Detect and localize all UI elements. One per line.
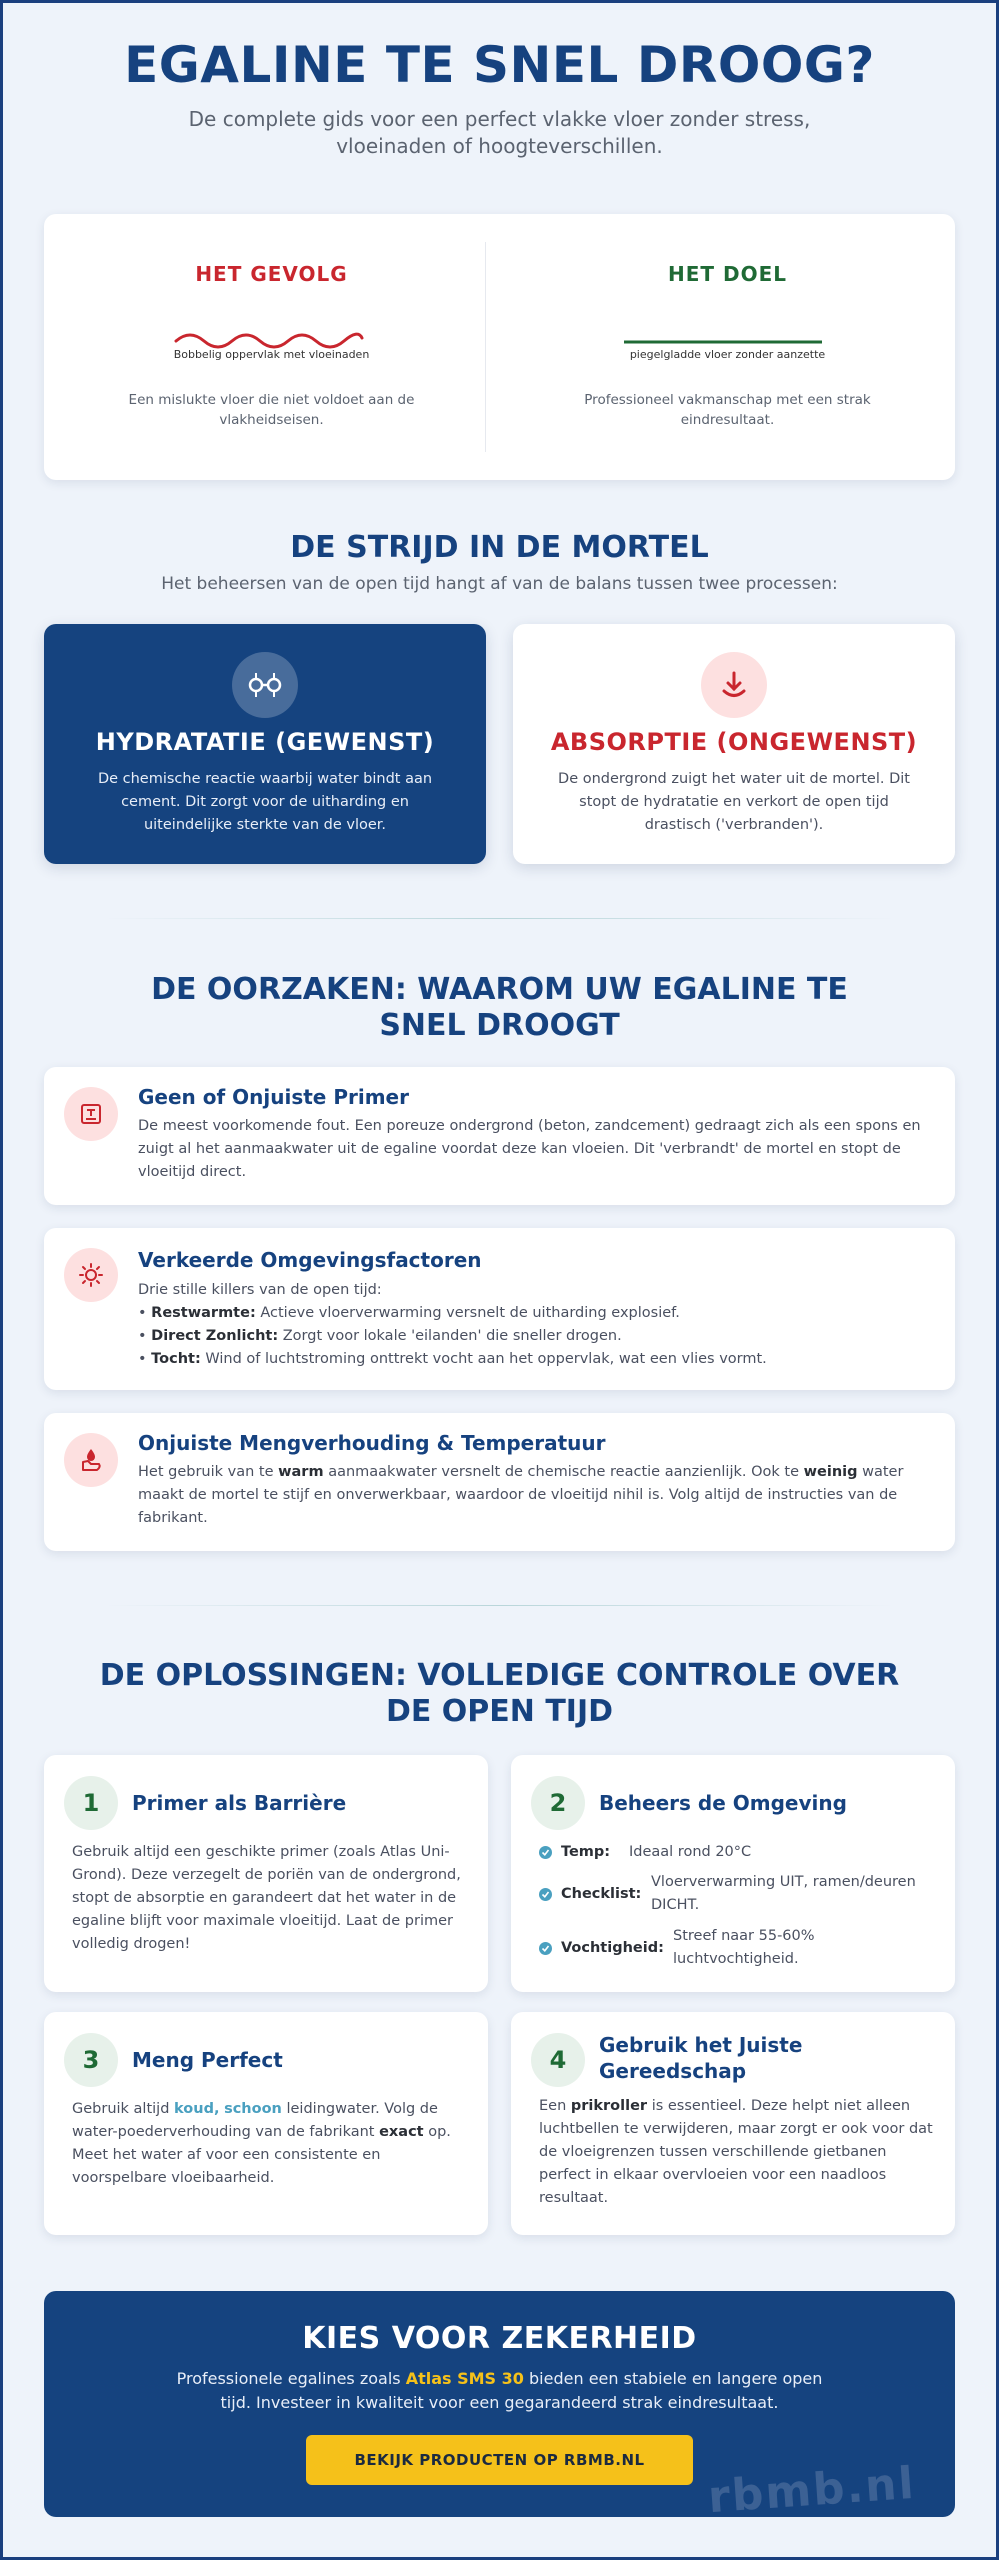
- checklist-item: Vochtigheid: Streef naar 55-60% luchtvochtigheid.: [539, 1925, 935, 1971]
- hand-water-icon: [64, 1433, 118, 1487]
- check-icon: [539, 1942, 552, 1955]
- check-icon: [539, 1888, 552, 1901]
- solution-card-2: [511, 1755, 955, 1992]
- strijd-subtitle: Het beheersen van de open tijd hangt af van de balans tussen twee processen:: [161, 574, 838, 594]
- compare-divider: [485, 242, 486, 452]
- cause-text: De meest voorkomende fout. Een poreuze ondergrond (beton, zandcement) gedraagt zich als een spons en zuigt al het aanmaakwater uit de egaline voordat deze kan vloeien. Dit 'verbrandt' de mortel en stopt de vloeitijd direct.: [138, 1118, 921, 1180]
- compare-result-description: Een mislukte vloer die niet voldoet aan de vlakheidseisen.: [128, 392, 415, 428]
- solution-title: Gebruik het Juiste Gereedschap: [599, 2033, 803, 2083]
- compare-result-column: [44, 214, 499, 480]
- solution-card-3: [44, 2012, 488, 2235]
- cause-title: Geen of Onjuiste Primer: [138, 1085, 409, 1109]
- step-number: 2: [531, 1776, 585, 1830]
- hydratatie-card: [44, 624, 486, 864]
- compare-result-visual-label: Bobbelig oppervlak met vloeinaden: [173, 348, 370, 361]
- cause-text: [138, 1279, 938, 1371]
- solution-card-4: [511, 2012, 955, 2235]
- oorzaken-title: DE OORZAKEN: WAAROM UW EGALINE TE SNEL DROOGT: [151, 972, 848, 1043]
- solution-title: Primer als Barrière: [132, 1791, 347, 1815]
- check-icon: [539, 1846, 552, 1859]
- watermark-logo: rbmb.nl: [706, 2457, 918, 2524]
- page-title: EGALINE TE SNEL DROOG?: [124, 36, 875, 94]
- cta-button[interactable]: BEKIJK PRODUCTEN OP RBMB.NL: [306, 2435, 693, 2485]
- solution-title: Beheers de Omgeving: [599, 1791, 847, 1815]
- strijd-title: DE STRIJD IN DE MORTEL: [290, 530, 709, 565]
- cause-bullet: • Direct Zonlicht: Zorgt voor lokale 'eilanden' die sneller drogen.: [138, 1328, 622, 1344]
- primer-icon: [64, 1087, 118, 1141]
- cause-title: Onjuiste Mengverhouding & Temperatuur: [138, 1431, 606, 1455]
- absorb-down-icon: [701, 652, 767, 718]
- cause-card-mix: [44, 1413, 955, 1551]
- solution-text: Gebruik altijd koud, schoon leidingwater. Volg de water-poederverhouding van de fabrikant exact op. Meet het water af voor een consistente en voorspelbare vloeibaarheid.: [72, 2101, 451, 2186]
- absorptie-card: [513, 624, 955, 864]
- solution-card-1: [44, 1755, 488, 1992]
- compare-goal-column: [500, 214, 955, 480]
- compare-goal-description: Professioneel vakmanschap met een strak eindresultaat.: [584, 392, 871, 428]
- compare-result-title: HET GEVOLG: [195, 262, 348, 286]
- section-divider: [104, 1605, 895, 1606]
- solution-text: Een prikroller is essentieel. Deze helpt niet alleen luchtbellen te verwijderen, maar zorgt er ook voor dat de vloeigrenzen tussen verschillende gietbanen perfect in elkaar overvloeien voor een naadloos resultaat.: [539, 2098, 933, 2206]
- absorptie-text: De ondergrond zuigt het water uit de mortel. Dit stopt de hydratatie en verkort de open tijd drastisch ('verbranden').: [558, 771, 910, 833]
- compare-goal-visual-label: piegelgladde vloer zonder aanzette: [629, 348, 826, 361]
- section-divider: [104, 918, 895, 919]
- hydratatie-title: HYDRATATIE (GEWENST): [95, 728, 435, 756]
- cta-title: KIES VOOR ZEKERHEID: [302, 2321, 697, 2356]
- oplossingen-title: DE OPLOSSINGEN: VOLLEDIGE CONTROLE OVER DE OPEN TIJD: [99, 1658, 900, 1729]
- cta-text: Professionele egalines zoals Atlas SMS 30 bieden een stabiele en langere open tijd. Investeer in kwaliteit voor een gegarandeerd strak eindresultaat.: [176, 2369, 823, 2412]
- cause-bullet: • Restwarmte: Actieve vloerverwarming versnelt de uitharding explosief.: [138, 1305, 680, 1321]
- cause-card-primer: [44, 1067, 955, 1205]
- compare-goal-title: HET DOEL: [667, 262, 787, 286]
- cause-intro: Drie stille killers van de open tijd:: [138, 1282, 382, 1298]
- solution-text: Gebruik altijd een geschikte primer (zoals Atlas Uni-Grond). Deze verzegelt de poriën van de ondergrond, stopt de absorptie en garandeert dat het water in de egaline blijft voor maximale vloeitijd. Laat de primer volledig drogen!: [72, 1844, 461, 1952]
- molecule-icon: [232, 652, 298, 718]
- cause-title: Verkeerde Omgevingsfactoren: [138, 1248, 482, 1272]
- step-number: 3: [64, 2033, 118, 2087]
- page-subtitle: De complete gids voor een perfect vlakke vloer zonder stress, vloeinaden of hoogteverschillen.: [188, 107, 811, 158]
- compare-card: [44, 214, 955, 480]
- cause-bullet: • Tocht: Wind of luchtstroming onttrekt vocht aan het oppervlak, wat een vlies vormt.: [138, 1351, 767, 1367]
- solution-title: Meng Perfect: [132, 2048, 283, 2072]
- sun-icon: [64, 1248, 118, 1302]
- cause-card-environment: [44, 1228, 955, 1390]
- hydratatie-text: De chemische reactie waarbij water bindt aan cement. Dit zorgt voor de uitharding en uiteindelijke sterkte van de vloer.: [97, 771, 433, 833]
- step-number: 1: [64, 1776, 118, 1830]
- step-number: 4: [531, 2033, 585, 2087]
- absorptie-title: ABSORPTIE (ONGEWENST): [550, 728, 918, 756]
- checklist-item: Temp: Ideaal rond 20°C: [539, 1841, 935, 1865]
- checklist-item: Checklist: Vloerverwarming UIT, ramen/deuren DICHT.: [539, 1871, 935, 1917]
- cause-text: Het gebruik van te warm aanmaakwater versnelt de chemische reactie aanzienlijk. Ook te weinig water maakt de mortel te stijf en onverwerkbaar, waardoor de vloeitijd nihil is. Volg altijd de instructies van de fabrikant.: [138, 1464, 904, 1526]
